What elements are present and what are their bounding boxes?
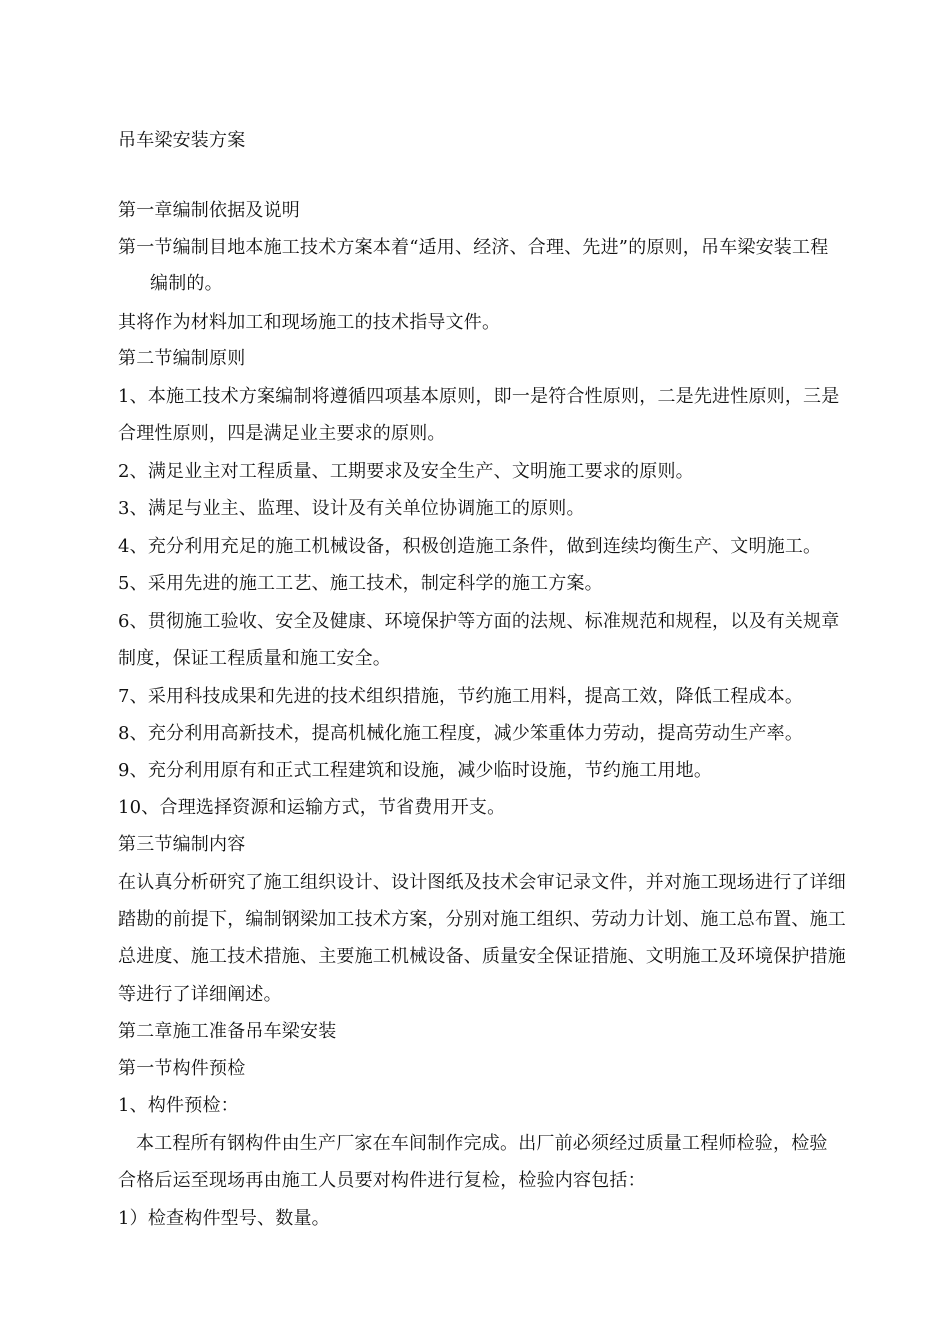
- document-title: 吊车梁安装方案: [118, 130, 246, 151]
- paragraph-line: 本工程所有钢构件由生产厂家在车间制作完成。出厂前必须经过质量工程师检验，检验: [136, 1133, 828, 1154]
- list-item-continuation: 合理性原则，四是满足业主要求的原则。: [118, 423, 446, 444]
- paragraph-line: 合格后运至现场再由施工人员要对构件进行复检，检验内容包括：: [118, 1170, 646, 1191]
- paragraph-line: 总进度、施工技术措施、主要施工机械设备、质量安全保证措施、文明施工及环境保护措施: [118, 946, 846, 967]
- chapter-heading: 第二章施工准备吊车梁安装: [118, 1021, 337, 1042]
- list-item: 10、合理选择资源和运输方式，节省费用开支。: [118, 797, 506, 818]
- list-item: 7、采用科技成果和先进的技术组织措施，节约施工用料，提高工效，降低工程成本。: [118, 686, 804, 707]
- paragraph-line: 等进行了详细阐述。: [118, 984, 282, 1005]
- list-item: 8、充分利用高新技术，提高机械化施工程度，减少笨重体力劳动，提高劳动生产率。: [118, 723, 804, 744]
- list-item: 5、采用先进的施工工艺、施工技术，制定科学的施工方案。: [118, 573, 603, 594]
- section-heading: 第一节构件预检: [118, 1058, 246, 1079]
- list-item: 1）检查构件型号、数量。: [118, 1208, 330, 1229]
- list-item: 4、充分利用充足的施工机械设备，积极创造施工条件，做到连续均衡生产、文明施工。: [118, 536, 822, 557]
- section-text-continuation: 编制的。: [150, 273, 223, 294]
- section-heading: 第二节编制原则: [118, 348, 246, 369]
- list-item: 6、贯彻施工验收、安全及健康、环境保护等方面的法规、标准规范和规程，以及有关规章: [118, 611, 840, 632]
- list-item: 2、满足业主对工程质量、工期要求及安全生产、文明施工要求的原则。: [118, 461, 694, 482]
- section-text: 第一节编制目地本施工技术方案本着“适用、经济、合理、先进”的原则，吊车梁安装工程: [118, 237, 829, 258]
- paragraph-line: 其将作为材料加工和现场施工的技术指导文件。: [118, 312, 501, 333]
- paragraph-line: 踏勘的前提下，编制钢梁加工技术方案，分别对施工组织、劳动力计划、施工总布置、施工: [118, 909, 846, 930]
- list-item: 9、充分利用原有和正式工程建筑和设施，减少临时设施，节约施工用地。: [118, 760, 713, 781]
- section-heading: 第三节编制内容: [118, 834, 246, 855]
- list-item-continuation: 制度，保证工程质量和施工安全。: [118, 648, 391, 669]
- list-item: 1、构件预检：: [118, 1095, 239, 1116]
- list-item: 1、本施工技术方案编制将遵循四项基本原则，即一是符合性原则，二是先进性原则，三是: [118, 386, 840, 407]
- list-item: 3、满足与业主、监理、设计及有关单位协调施工的原则。: [118, 498, 585, 519]
- chapter-heading: 第一章编制依据及说明: [118, 200, 300, 221]
- paragraph-line: 在认真分析研究了施工组织设计、设计图纸及技术会审记录文件，并对施工现场进行了详细: [118, 872, 846, 893]
